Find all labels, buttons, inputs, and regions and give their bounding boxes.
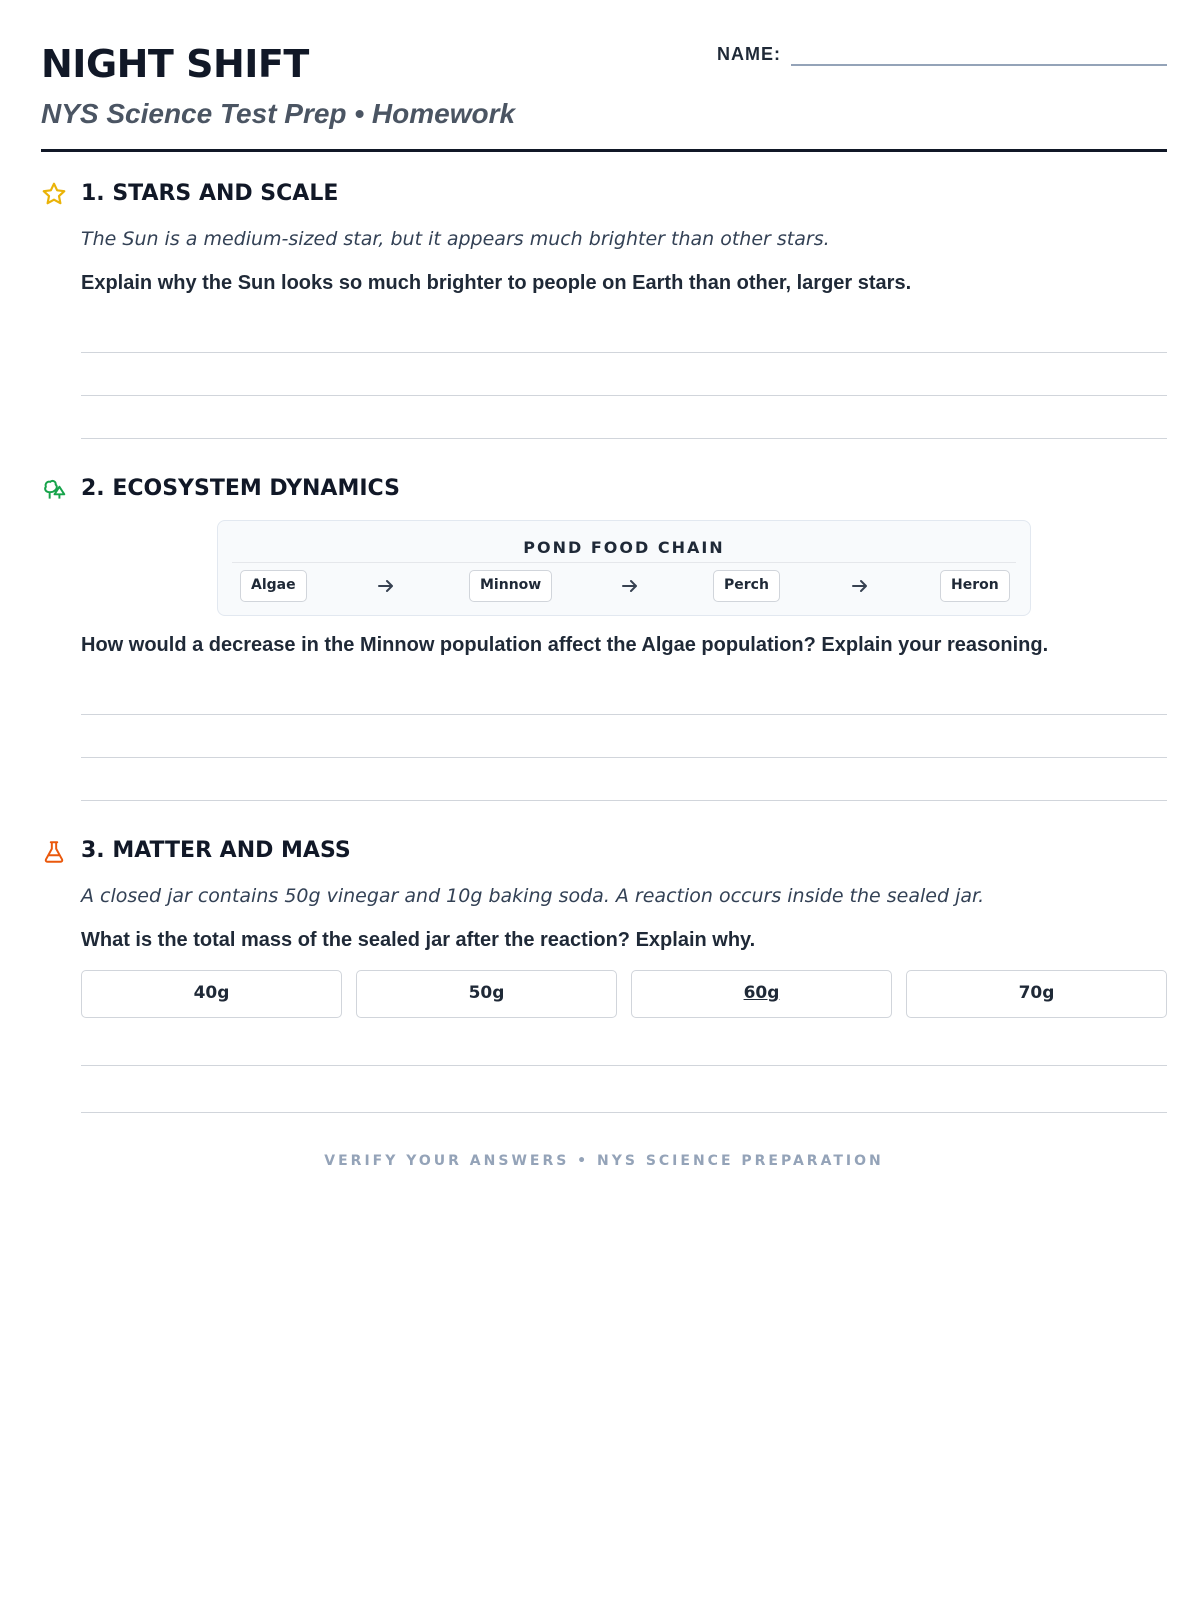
answer-line[interactable] [81,800,1167,801]
food-chain-diagram [217,520,1031,616]
choice-button[interactable] [81,970,342,1018]
section-question: How would a decrease in the Minnow population affect the Algae population? Explain your reasoning. [81,634,1049,656]
section-title: 1. STARS AND SCALE [81,181,339,206]
footer-note: VERIFY YOUR ANSWERS • NYS SCIENCE PREPARATION [324,1153,884,1169]
answer-line[interactable] [81,395,1167,396]
name-field[interactable] [791,64,1167,66]
choice-button[interactable] [906,970,1167,1018]
page-subtitle: NYS Science Test Prep • Homework [41,98,516,129]
section-intro: The Sun is a medium-sized star, but it appears much brighter than other stars. [81,228,830,250]
organism-heron: Heron [940,570,1010,602]
answer-line[interactable] [81,714,1167,715]
section-title: 3. MATTER AND MASS [81,838,351,863]
food-chain-title: POND FOOD CHAIN [523,538,725,557]
arrow-right-icon [620,576,640,596]
choice-label: 60g [743,983,780,1003]
answer-line[interactable] [81,1112,1167,1113]
page-title: NIGHT SHIFT [41,42,309,86]
worksheet-page [41,0,1167,1169]
section-title: 2. ECOSYSTEM DYNAMICS [81,476,400,501]
section-question: Explain why the Sun looks so much brighter to people on Earth than other, larger stars. [81,272,912,294]
worksheet-header [41,0,1167,152]
organism-perch: Perch [713,570,780,602]
section-question: What is the total mass of the sealed jar after the reaction? Explain why. [81,929,756,951]
arrow-right-icon [850,576,870,596]
choice-button[interactable] [356,970,617,1018]
divider [232,562,1016,563]
flask-icon [41,839,67,865]
organism-minnow: Minnow [469,570,552,602]
answer-line[interactable] [81,438,1167,439]
choice-label: 40g [193,983,230,1003]
trees-icon [41,477,67,503]
organism-algae: Algae [240,570,307,602]
star-icon [41,181,67,207]
answer-line[interactable] [81,352,1167,353]
choice-button[interactable] [631,970,892,1018]
answer-line[interactable] [81,757,1167,758]
section-intro: A closed jar contains 50g vinegar and 10g baking soda. A reaction occurs inside the sealed jar. [81,885,985,907]
choice-label: 70g [1018,983,1055,1003]
choice-label: 50g [468,983,505,1003]
arrow-right-icon [376,576,396,596]
name-label: NAME: [717,44,781,64]
answer-line[interactable] [81,1065,1167,1066]
